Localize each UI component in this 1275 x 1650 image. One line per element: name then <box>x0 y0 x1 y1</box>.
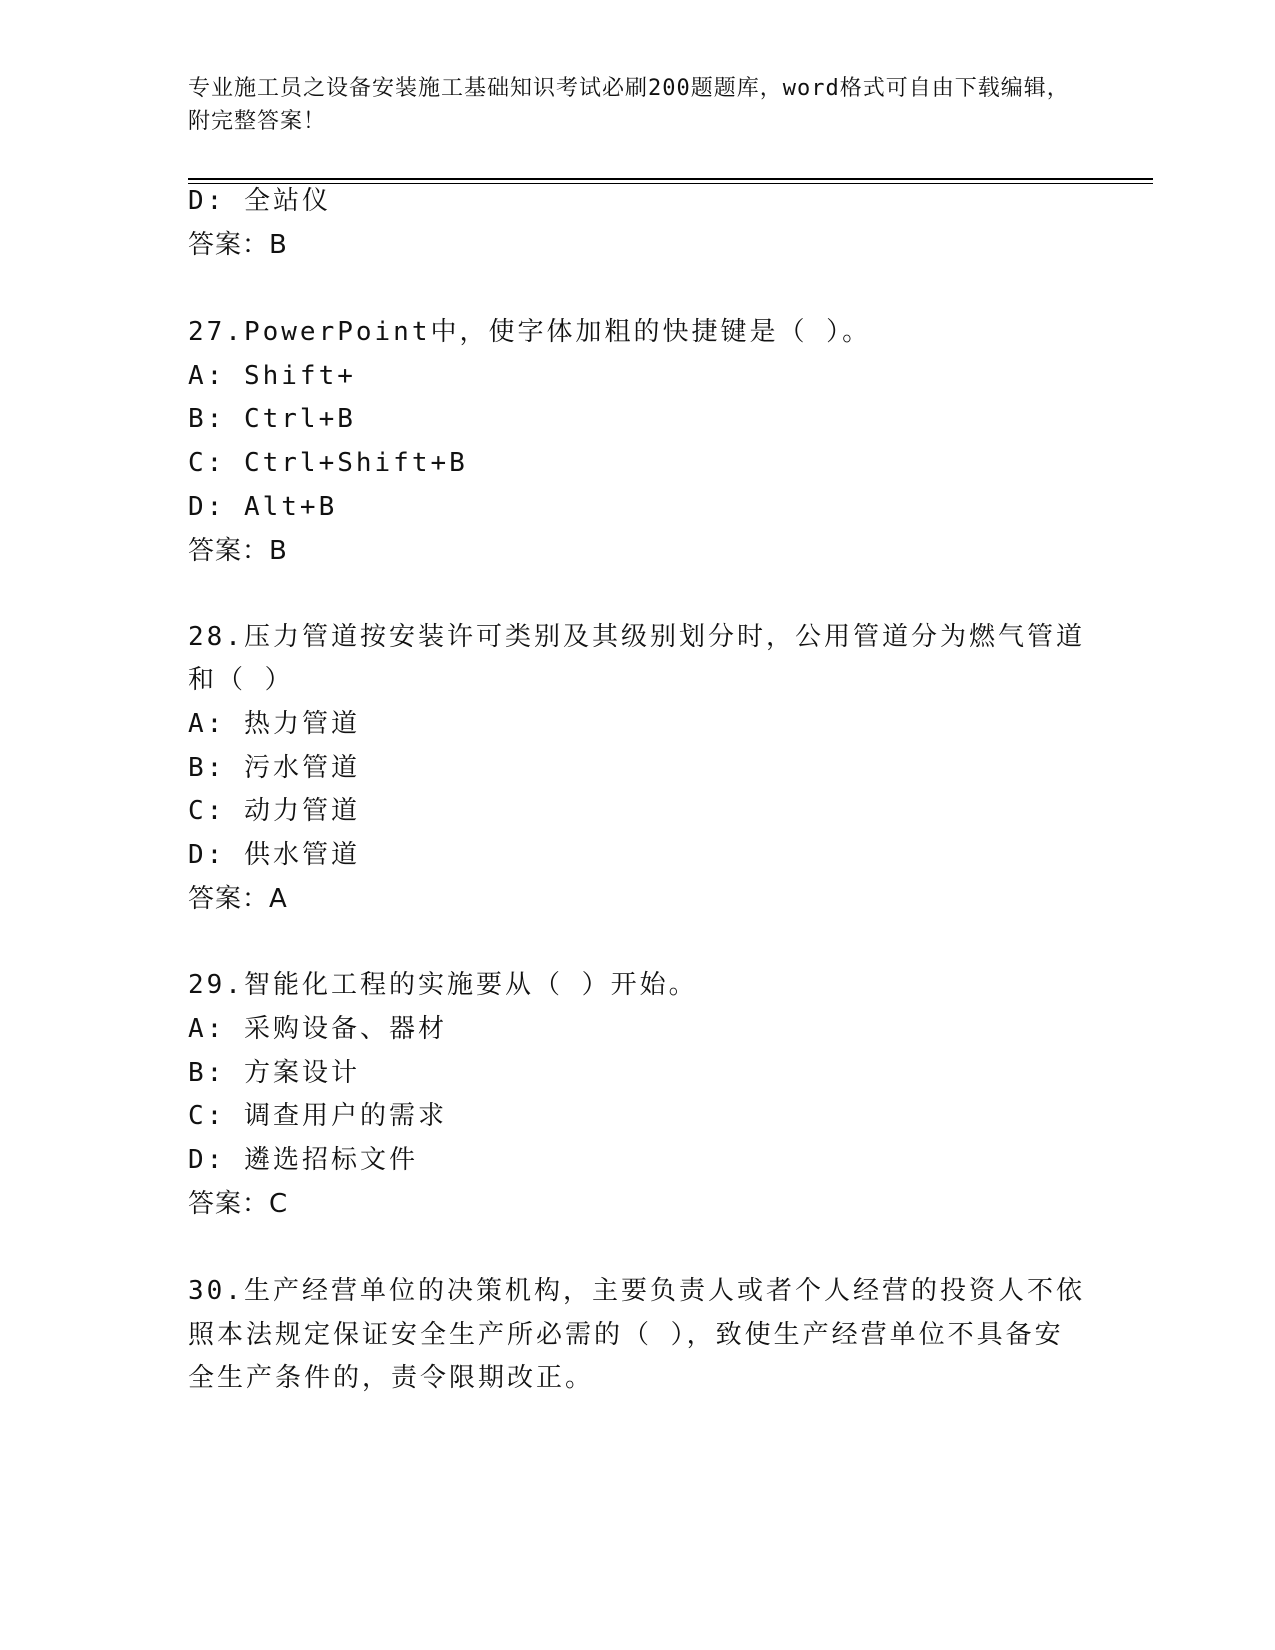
q29-stem: 29.智能化工程的实施要从（ ）开始。 <box>188 970 698 1000</box>
prev-option-d: D: 全站仪 <box>188 186 331 216</box>
q28-stem-line2: 和（ ） <box>188 665 294 695</box>
q28-answer: 答案：A <box>188 884 288 914</box>
q28-option-b: B: 污水管道 <box>188 753 360 783</box>
q28-option-a: A: 热力管道 <box>188 709 360 739</box>
header-title: 专业施工员之设备安装施工基础知识考试必刷200题题库，word格式可自由下载编辑，附完整答案！ <box>188 76 1070 134</box>
q30-stem-line1: 30.生产经营单位的决策机构，主要负责人或者个人经营的投资人不依 <box>188 1276 1085 1306</box>
header-divider <box>188 178 1153 184</box>
q29-option-d: D: 遴选招标文件 <box>188 1145 418 1175</box>
q30-stem-line2: 照本法规定保证安全生产所必需的（ ），致使生产经营单位不具备安 <box>188 1320 1064 1350</box>
q29-answer: 答案：C <box>188 1189 289 1219</box>
q28-option-d: D: 供水管道 <box>188 840 360 870</box>
q27-option-b: B: Ctrl+B <box>188 404 356 434</box>
q27-option-a: A: Shift+ <box>188 361 356 391</box>
q27-answer: 答案：B <box>188 536 288 566</box>
page-header <box>188 72 1088 138</box>
q29-option-b: B: 方案设计 <box>188 1058 360 1088</box>
prev-answer: 答案：B <box>188 230 288 260</box>
q29-option-c: C: 调查用户的需求 <box>188 1101 447 1131</box>
q27-option-c: C: Ctrl+Shift+B <box>188 448 468 478</box>
q28-stem-line1: 28.压力管道按安装许可类别及其级别划分时，公用管道分为燃气管道 <box>188 622 1085 652</box>
q30-stem-line3: 全生产条件的，责令限期改正。 <box>188 1363 595 1393</box>
q27-option-d: D: Alt+B <box>188 492 338 522</box>
q27-stem: 27.PowerPoint中，使字体加粗的快捷键是（ ）。 <box>188 317 872 347</box>
q28-option-c: C: 动力管道 <box>188 796 360 826</box>
q29-option-a: A: 采购设备、器材 <box>188 1014 447 1044</box>
